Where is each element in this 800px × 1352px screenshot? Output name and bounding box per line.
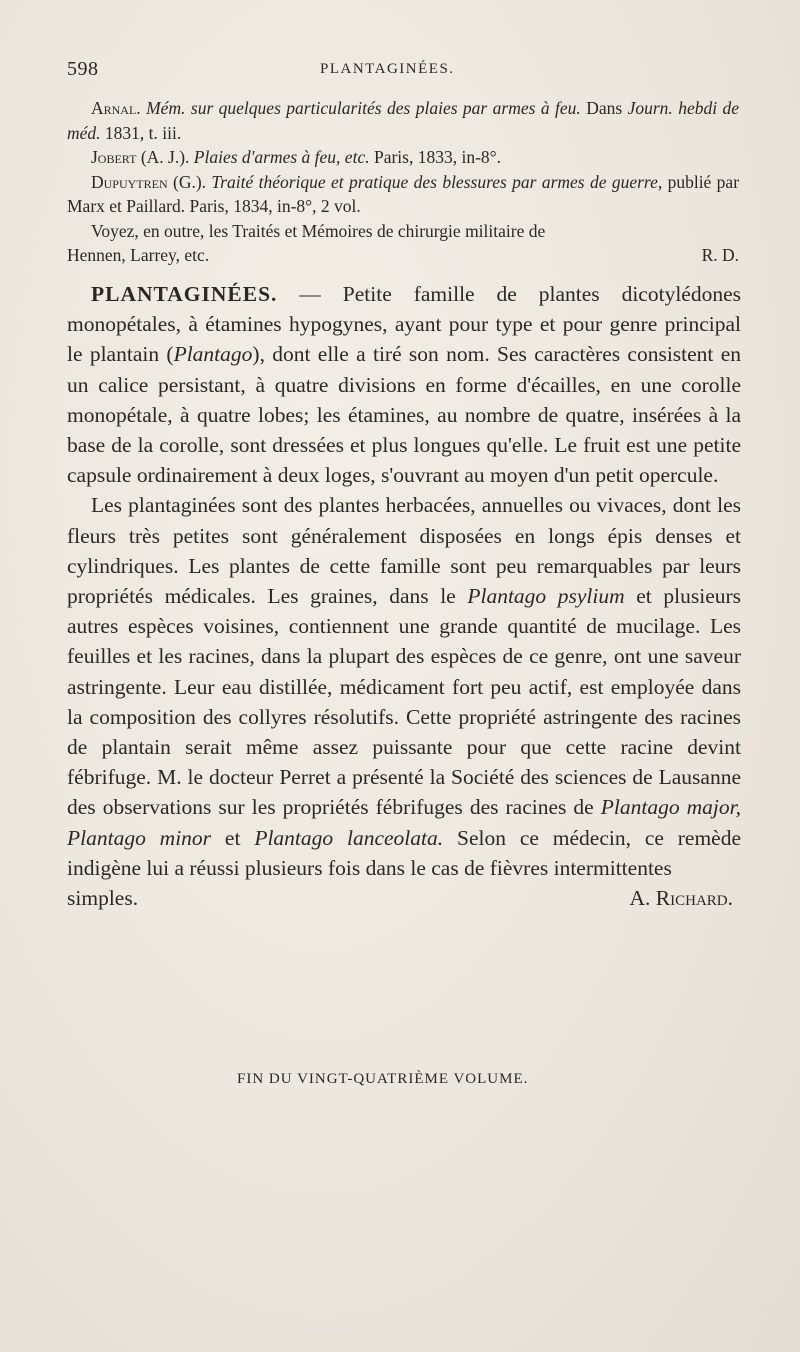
article-italic: Plantago psylium: [467, 584, 625, 609]
biblio-entry-dupuytren: [67, 170, 739, 219]
biblio-author: Arnal.: [91, 98, 141, 118]
article-headword: PLANTAGINÉES.: [91, 282, 278, 306]
article-text: ), dont elle a tiré son nom. Ses caractères consistent en un calice persistant, à quatre divisions en forme d'écailles, en une corolle monopétale, à quatre lobes; les étamines, au nombre de quatre, insérées à la base de la corolle, sont dressées et plus longues qu'elle. Le fruit est une petite capsule ordinairement à deux loges, s'ouvrant au moyen d'un petit opercule.: [67, 342, 742, 488]
article-text: — Petite famille de plantes dicotylédones monopétales, à étamines hypogynes, ayant pour type et pour genre principal le plantain (: [67, 282, 741, 367]
biblio-text: Paris, 1833, in-8°.: [373, 147, 502, 167]
article-text: Les plantaginées sont des plantes herbacées, annuelles ou vivaces, dont les fleurs très petites sont généralement disposées en longs épis denses et cylindriques. Les plantes de cette famille sont peu remarquables par leurs propriétés médicales. Les graines, dans le: [67, 493, 741, 609]
biblio-entry-arnal: [67, 96, 739, 145]
volume-end-notice: FIN DU VINGT-QUATRIÈME VOLUME.: [237, 1071, 529, 1087]
biblio-author: Dupuytren: [91, 171, 168, 192]
article-signature: A. Richard.: [629, 886, 733, 911]
biblio-text: publié par Marx et Paillard. Paris, 1834, in-8°, 2 vol.: [67, 171, 740, 216]
article-paragraph-1: [67, 279, 741, 490]
biblio-text: Hennen, Larrey, etc.: [67, 245, 210, 265]
biblio-text: Voyez, en outre, les Traités et Mémoires de chirurgie militaire de: [91, 220, 546, 241]
biblio-signature: R. D.: [701, 245, 739, 265]
article-paragraph-2: [67, 490, 741, 883]
article-text: Selon ce médecin, ce remède indigène lui a réussi plusieurs fois dans le cas de fièvres intermittentes: [67, 825, 742, 880]
article-text: simples.: [67, 886, 139, 911]
biblio-title: Mém. sur quelques particularités des plaies par armes à feu.: [146, 98, 581, 118]
page-number: 598: [67, 58, 99, 80]
article-italic: Plantago: [173, 342, 253, 367]
biblio-entry-jobert: [67, 145, 739, 170]
article-text: et: [224, 825, 241, 850]
article-italic: Plantago lanceolata.: [254, 825, 444, 850]
biblio-author: Jobert: [91, 147, 137, 167]
running-head: PLANTAGINÉES.: [320, 61, 455, 77]
article-italic: Plantago major,: [600, 795, 742, 820]
article-italic: Plantago minor: [67, 825, 212, 850]
bibliography-block: [67, 96, 739, 268]
biblio-journal: Journ. hebdi de méd.: [67, 98, 740, 143]
biblio-title: Plaies d'armes à feu, etc.: [193, 147, 370, 167]
biblio-text: 1831, t. iii.: [104, 122, 182, 143]
article-text: et plusieurs autres espèces voisines, contiennent une grande quantité de mucilage. Les feuilles et les racines, dans la plupart des espèces de ce genre, ont une saveur astringente. Leur eau distillée, médicament fort peu actif, est employée dans la composition des collyres résolutifs. Cette propriété astringente des racines de plantain serait même assez puissante pour que cette racine devint fébrifuge. M. le docteur Perret a présenté la Société des sciences de Lausanne des observations sur les propriétés fébrifuges des racines de: [67, 584, 742, 820]
biblio-title: Traité théorique et pratique des blessures par armes de guerre,: [211, 171, 663, 192]
biblio-signature-line: [67, 243, 739, 268]
article-plantaginees: [67, 279, 741, 913]
biblio-text: (G.).: [173, 171, 207, 192]
biblio-text: (A. J.).: [140, 147, 190, 167]
biblio-text: Dans: [586, 98, 623, 118]
article-final-line: [67, 883, 741, 913]
biblio-entry-voyez: [67, 219, 739, 244]
